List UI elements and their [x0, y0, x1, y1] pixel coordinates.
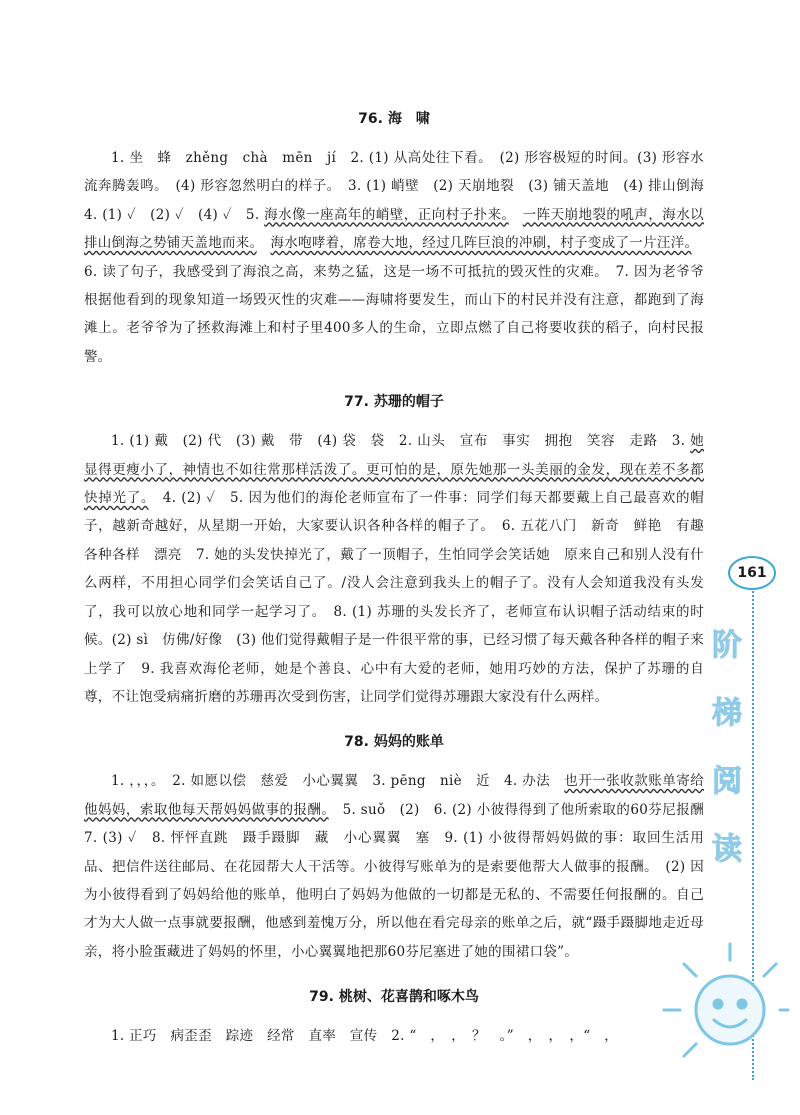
underlined-answer: 海水像一座高年的峭壁，正向村子扑来。	[264, 206, 509, 223]
title-spacer	[84, 753, 704, 767]
answer-text: 5. suǒ (2) 6. (2) 小彼得得到了他所索取的60芬尼报酬 7. (3) ✓ 8. 怦怦直跳 蹑手蹑脚 藏 小心翼翼 塞 9. (1) 小彼得帮妈妈做的事：取回生活用品、把信件送往邮局、在花园帮大人干活等。小彼得写账单为的是索要他帮大人做事的报酬。 (2) 因为小彼得看到了妈妈给他的账单，他明白了妈妈为他做的一切都是无私的、不需要任何报酬的。自己才为大人做一点事就要报酬，他感到羞愧万分，所以他在看完母亲的账单之后，就“蹑手蹑脚地走近母亲，将小脸蛋藏进了妈妈的怀里，小心翼翼地把那60芬尼塞进了她的围裙口袋”。	[84, 801, 718, 960]
title-spacer	[84, 413, 704, 427]
answer-content	[84, 108, 718, 1051]
section-title: 77. 苏珊的帽子	[344, 394, 444, 411]
side-word-1: 阶	[712, 628, 742, 663]
underlined-answer: 海水咆哮着，席卷大地，经过几阵巨浪的冲刷，村子变成了一片汪洋。	[270, 235, 692, 252]
answer-text	[257, 235, 271, 251]
title-spacer	[84, 130, 704, 144]
section-gap	[84, 711, 704, 731]
section-gap	[84, 371, 704, 391]
underlined-answer: 一阵天崩地裂的吼声，海水以排山倒海之势铺天盖地而来。	[84, 206, 704, 252]
answer-paragraph	[84, 427, 718, 711]
side-word-2: 梯	[712, 696, 742, 731]
answer-text: 1. ，，，。 2. 如愿以偿 慈爱 小心翼翼 3. pēng niè 近 4. 办法	[111, 773, 565, 790]
answer-text: 4. (2) ✓ 5. 因为他们的海伦老师宣布了一件事：同学们每天都要戴上自己最喜欢的帽子，越新奇越好，从星期一开始，大家要认识各种各样的帽子了。 6. 五花八门 新奇 鲜艳 有趣 各种各样 漂亮 7. 她的头发快掉光了，戴了一顶帽子，生怕同学会笑话她 原来自己和别人没有什么两样，不用担心同学们会笑话自己了。/没人会注意到我头上的帽子了。没有人会知道我没有头发了，我可以放心地和同学一起学习了。 8. (1) 苏珊的头发长齐了，老师宣布认识帽子活动结束的时候。(2) sì 仿佛/好像 (3) 他们觉得戴帽子是一件很平常的事，已经习惯了每天戴各种各样的帽子来上学了 9. 我喜欢海伦老师，她是个善良、心中有大爱的老师，她用巧妙的方法，保护了苏珊的自尊，不让饱受病痛折磨的苏珊再次受到伤害，让同学们觉得苏珊跟大家没有什么两样。	[84, 490, 718, 705]
answer-text: 1. 正巧 病歪歪 踪迹 经常 直率 宣传 2. “ ， ， ？ 。” ， ， ，“ ，	[111, 1028, 618, 1045]
answer-paragraph	[84, 144, 718, 371]
side-word-3: 阅	[712, 764, 742, 799]
underlined-answer: 她显得更瘦小了，神情也不如往常那样活泼了。更可怕的是，原先她那一头美丽的金发，现在差不多都快掉光了。	[84, 433, 704, 507]
answer-text: 1. 坐 蜂 zhěng chà mēn jí 2. (1) 从高处往下看。 (2) 形容极短的时间。(3) 形容水流奔腾轰鸣。 (4) 形容忽然明白的样子。 3. (1) 峭壁 (2) 天崩地裂 (3) 铺天盖地 (4) 排山倒海 4. (1) ✓ (2) ✓ (4) ✓ 5.	[84, 150, 718, 223]
title-spacer	[84, 1008, 704, 1022]
section-title: 79. 桃树、花喜鹊和啄木鸟	[309, 989, 479, 1006]
answer-text: 1. (1) 戴 (2) 代 (3) 戴 带 (4) 袋 袋 2. 山头 宣布 事实 拥抱 笑容 走路 3.	[111, 433, 691, 450]
smiling-sun-icon	[650, 930, 790, 1070]
answer-paragraph	[84, 767, 718, 966]
side-word-4: 读	[712, 832, 742, 867]
section-title: 76. 海 啸	[358, 111, 430, 127]
answer-text	[509, 207, 523, 223]
section-gap	[84, 966, 704, 986]
answer-paragraph	[84, 1022, 704, 1050]
section-title: 78. 妈妈的账单	[344, 734, 444, 751]
underlined-answer: 也开一张收款账单寄给他妈妈，索取他每天帮妈妈做事的报酬。	[84, 773, 705, 818]
answer-text: 6. 读了句子，我感受到了海浪之高，来势之猛，这是一场不可抵抗的毁灭性的灾难。 7. 因为老爷爷根据他看到的现象知道一场毁灭性的灾难——海啸将要发生，而山下的村民并没有注意，都跑到了海滩上。老爷爷为了拯救海滩上和村子里400多人的生命，立即点燃了自己将要收获的稻子，向村民报警。	[84, 235, 706, 365]
page-number: 161	[728, 556, 776, 590]
